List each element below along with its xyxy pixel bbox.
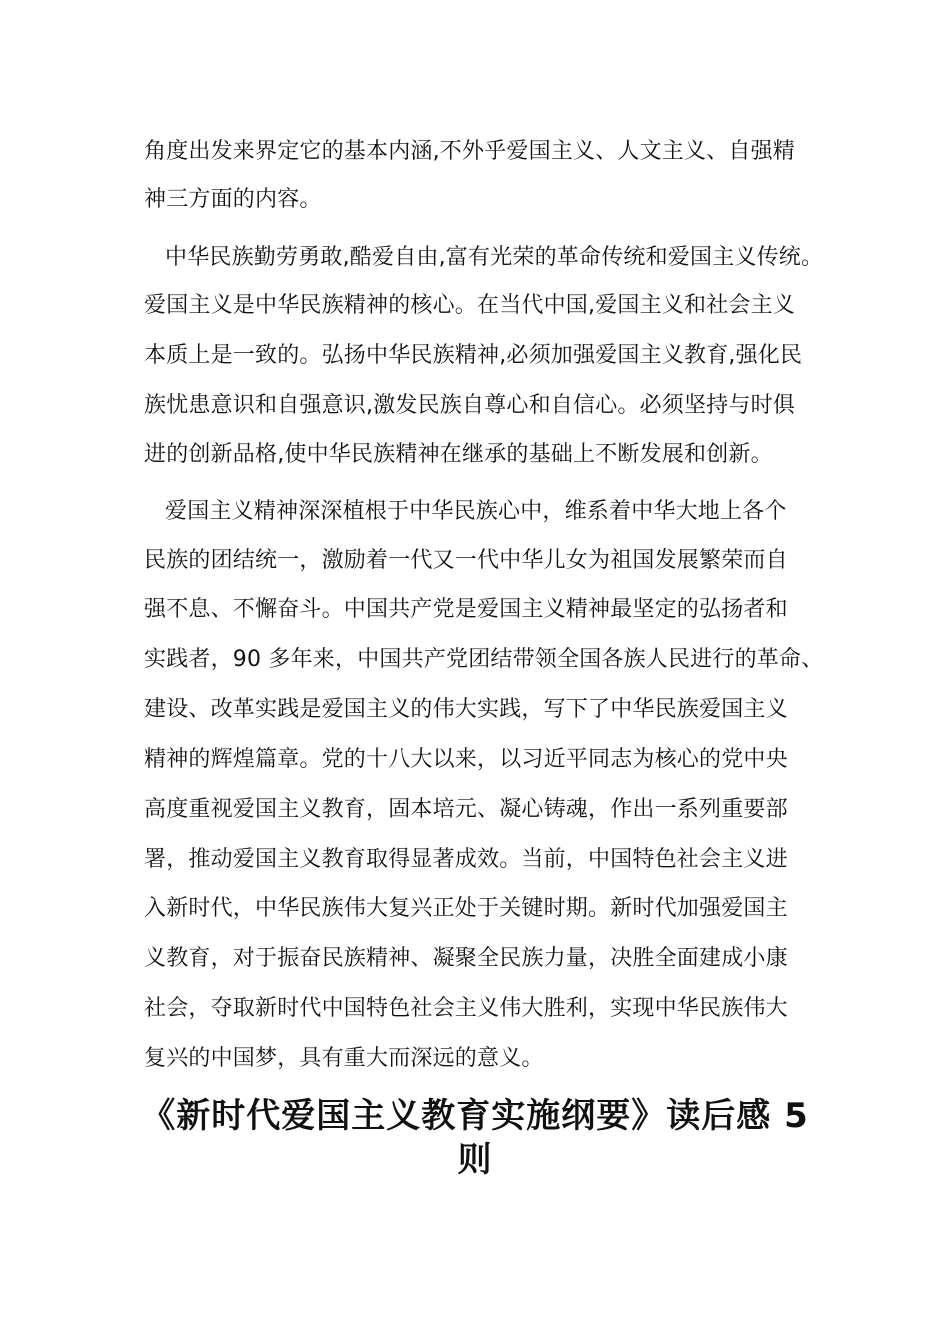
paragraph-3-line-3: 强不息、不懈奋斗。中国共产党是爱国主义精神最坚定的弘扬者和 (144, 597, 788, 622)
paragraph-1-line-1: 角度出发来界定它的基本内涵,不外乎爱国主义、人文主义、自强精 (144, 139, 795, 164)
paragraph-3-line-1: 爱国主义精神深深植根于中华民族心中，维系着中华大地上各个 (165, 499, 787, 524)
paragraph-3-line-4: 实践者，90 多年来，中国共产党团结带领全国各族人民进行的革命、 (144, 647, 824, 672)
paragraph-3-line-5: 建设、改革实践是爱国主义的伟大实践，写下了中华民族爱国主义 (144, 697, 788, 722)
paragraph-3-line-11: 社会，夺取新时代中国特色社会主义伟大胜利，实现中华民族伟大 (144, 996, 788, 1021)
paragraph-3-line-12: 复兴的中国梦，具有重大而深远的意义。 (144, 1046, 544, 1071)
paragraph-2-line-2: 爱国主义是中华民族精神的核心。在当代中国,爱国主义和社会主义 (144, 293, 795, 318)
document-title-line-2: 则 (457, 1140, 493, 1180)
paragraph-3-line-8: 署，推动爱国主义教育取得显著成效。当前，中国特色社会主义进 (144, 847, 788, 872)
paragraph-1-line-2: 神三方面的内容。 (144, 187, 322, 212)
paragraph-3-line-6: 精神的辉煌篇章。党的十八大以来，以习近平同志为核心的党中央 (144, 747, 788, 772)
document-title-line-1: 《新时代爱国主义教育实施纲要》读后感 5 (141, 1096, 809, 1136)
paragraph-3-line-7: 高度重视爱国主义教育，固本培元、凝心铸魂，作出一系列重要部 (144, 797, 788, 822)
paragraph-3-line-9: 入新时代，中华民族伟大复兴正处于关键时期。新时代加强爱国主 (144, 896, 788, 921)
paragraph-2-line-5: 进的创新品格,使中华民族精神在继承的基础上不断发展和创新。 (144, 442, 773, 467)
paragraph-2-line-3: 本质上是一致的。弘扬中华民族精神,必须加强爱国主义教育,强化民 (144, 343, 803, 368)
paragraph-3-line-2: 民族的团结统一，激励着一代又一代中华儿女为祖国发展繁荣而自 (144, 548, 788, 573)
paragraph-3-line-10: 义教育，对于振奋民族精神、凝聚全民族力量，决胜全面建成小康 (144, 946, 788, 971)
paragraph-2-line-4: 族忧患意识和自强意识,激发民族自尊心和自信心。必须坚持与时俱 (144, 393, 795, 418)
paragraph-2-line-1: 中华民族勤劳勇敢,酷爱自由,富有光荣的革命传统和爱国主义传统。 (165, 245, 824, 270)
